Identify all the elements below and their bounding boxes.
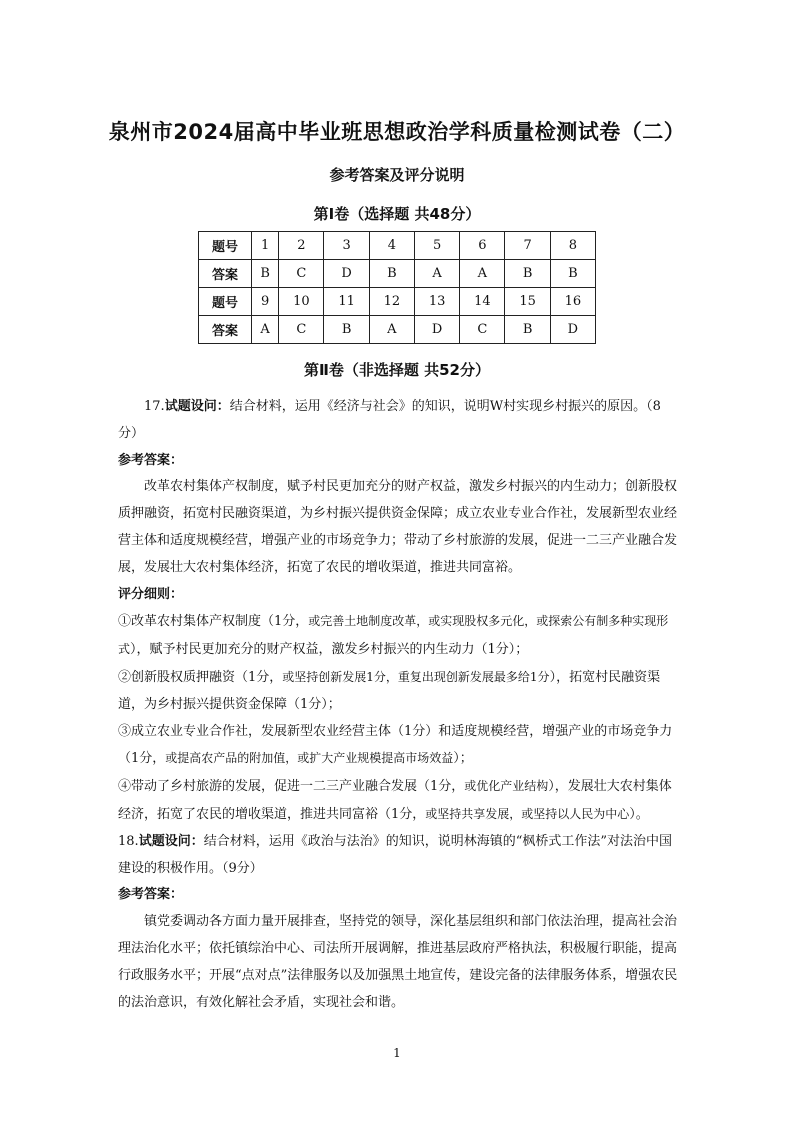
table-cell: 8 [550,232,595,260]
table-cell: D [414,316,459,344]
table-cell: A [252,316,279,344]
table-cell: 10 [279,288,324,316]
rubric-item [118,608,678,664]
rubric-text: ），发展壮大农村集体经济，拓宽了农民的增收渠道，推进共同富裕（1分， [118,779,672,822]
table-cell: 12 [369,288,414,316]
q17-number: 17. [144,399,165,414]
rubric-text: ④带动了乡村旅游的发展，促进一二三产业融合发展（1分， [118,779,465,795]
q18-question [118,829,678,883]
table-cell: 13 [414,288,459,316]
page-title: 泉州市2024届高中毕业班思想政治学科质量检测试卷（二） [108,120,686,144]
rubric-text: ）； [453,751,473,767]
page-subtitle: 参考答案及评分说明 [329,166,465,184]
q17-question-text: 结合材料，运用《经济与社会》的知识，说明W村实现乡村振兴的原因。（8分） [118,399,661,441]
table-cell: A [460,260,505,288]
table-cell: 2 [279,232,324,260]
table-cell: B [505,260,550,288]
table-cell: 3 [324,232,369,260]
table-cell: 9 [252,288,279,316]
table-cell: 6 [460,232,505,260]
table-cell: 16 [550,288,595,316]
table-cell: A [414,260,459,288]
rubric-text: ②创新股权质押融资（1分， [118,669,283,685]
rubric-item [118,719,678,774]
table-cell: B [369,260,414,288]
rubric-note: 或坚持共享发展，或坚持以人民为中心 [425,806,630,821]
q17-reference-label: 参考答案： [118,452,184,468]
table-row [199,288,596,316]
table-header-cell: 题号 [199,288,252,316]
table-header-cell: 答案 [199,316,252,344]
answer-body [118,394,678,1016]
rubric-note: 或坚持创新发展1分，重复出现创新发展最多给1分 [282,669,550,684]
section-2-heading: 第Ⅱ卷（非选择题 共52分） [304,361,490,379]
table-cell: B [505,316,550,344]
table-cell: 5 [414,232,459,260]
answer-table [198,231,596,344]
q18-reference-label: 参考答案： [118,887,184,903]
table-cell: C [460,316,505,344]
q17-question [118,394,678,448]
table-row [199,232,596,260]
table-cell: 15 [505,288,550,316]
page-number: 1 [393,1046,401,1060]
q17-answer: 改革农村集体产权制度，赋予村民更加充分的财产权益，激发乡村振兴的内生动力；创新股权质押融资，拓宽村民融资渠道，为乡村振兴提供资金保障；成立农业专业合作社，发展新型农业经营主体和适度规模经营，增强产业的市场竞争力；带动了乡村旅游的发展，促进一二三产业融合发展，发展壮大农村集体经济，拓宽了农民的增收渠道，推进共同富裕。 [118,479,678,575]
table-cell: B [550,260,595,288]
rubric-text: ）。 [629,806,649,822]
table-header-cell: 题号 [199,232,252,260]
rubric-item [118,664,678,719]
table-cell: C [279,260,324,288]
rubric-text: ），拓宽村民融资渠道，为乡村振兴提供资金保障（1分）； [118,669,661,712]
rubric-text: ），赋予村民更加充分的财产权益，激发乡村振兴的内生动力（1分）； [130,642,529,658]
table-cell: C [279,316,324,344]
q17-question-label: 试题设问： [164,399,230,414]
table-cell: 14 [460,288,505,316]
rubric-note: 或完善土地制度改革，或实现股权多元化，或探索公有制多种实现形式 [118,614,669,657]
section-1-heading: 第Ⅰ卷（选择题 共48分） [313,205,481,223]
q18-answer: 镇党委调动各方面力量开展排查，坚持党的领导，深化基层组织和部门依法治理，提高社会治理法治化水平；依托镇综治中心、司法所开展调解，推进基层政府严格执法，积极履行职能，提高行政服务水平；开展“点对点”法律服务以及加强黑土地宣传，建设完备的法律服务体系，增强农民的法治意识，有效化解社会矛盾，实现社会和谐。 [118,914,678,1010]
table-header-cell: 答案 [199,260,252,288]
rubric-text: ①改革农村集体产权制度（1分， [118,614,309,630]
table-cell: 11 [324,288,369,316]
table-row [199,260,596,288]
q18-number: 18. [118,833,139,849]
rubric-note: 或优化产业结构 [464,779,549,794]
q18-question-text: 结合材料，运用《政治与法治》的知识，说明林海镇的“枫桥式工作法”对法治中国建设的积极作用。（9分） [118,833,672,876]
table-cell: A [369,316,414,344]
rubric-item [118,773,678,829]
q18-question-label: 试题设问： [138,833,204,849]
table-cell: B [252,260,279,288]
table-row [199,316,596,344]
table-cell: D [324,260,369,288]
rubric-note: 或提高农产品的附加值，或扩大产业规模提高市场效益 [165,751,454,766]
table-cell: D [550,316,595,344]
table-cell: 4 [369,232,414,260]
q17-rubric-label: 评分细则： [118,586,184,602]
table-cell: 7 [505,232,550,260]
rubric-text: ③成立农业专业合作社，发展新型农业经营主体（1分）和适度规模经营，增强产业的市场竞争力（1分， [118,723,673,767]
table-cell: 1 [252,232,279,260]
table-cell: B [324,316,369,344]
